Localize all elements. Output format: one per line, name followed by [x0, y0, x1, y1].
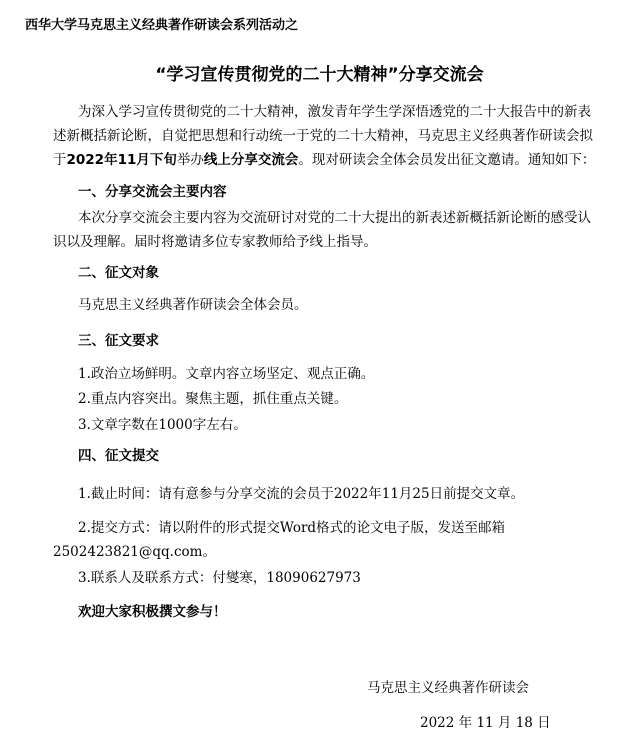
- section1-heading: 一、分享交流会主要内容: [78, 184, 227, 200]
- section4-item-2-line-1: 2.提交方式：请以附件的形式提交Word格式的论文电子版，发送至邮箱: [78, 520, 506, 536]
- intro-event-time: 2022年11月下旬: [66, 152, 177, 168]
- section3-heading: 三、征文要求: [78, 333, 159, 349]
- section2-heading: 二、征文对象: [78, 265, 159, 281]
- intro-paragraph: [53, 100, 596, 172]
- intro-line-2: 述新概括新论断，自觉把思想和行动统一于党的二十大精神，马克思主义经典著作研读会拟: [53, 128, 593, 144]
- section2-text: 马克思主义经典著作研读会全体会员。: [78, 297, 308, 313]
- intro-line-1: 为深入学习宣传贯彻党的二十大精神，激发青年学生学深悟透党的二十大报告中的新表: [78, 104, 591, 120]
- section1-line-1: 本次分享交流会主要内容为交流研讨对党的二十大提出的新表述新概括新论断的感受认: [78, 210, 591, 226]
- section3-item-2: 2.重点内容突出。聚焦主题，抓住重点关键。: [78, 391, 348, 407]
- intro-text-c: 举办: [176, 152, 204, 168]
- section4-heading: 四、征文提交: [78, 448, 159, 464]
- section4-item-1: 1.截止时间：请有意参与分享交流的会员于2022年11月25日前提交文章。: [78, 486, 525, 502]
- closing-text: 欢迎大家积极撰文参与！: [78, 604, 227, 620]
- section1-line-2: 识以及理解。届时将邀请多位专家教师给予线上指导。: [53, 234, 377, 250]
- section3-item-1: 1.政治立场鲜明。文章内容立场坚定、观点正确。: [78, 366, 375, 382]
- intro-text-a: 于: [53, 152, 67, 168]
- signature-date: 2022 年 11 月 18 日: [420, 715, 551, 731]
- signature-org: 马克思主义经典著作研读会: [367, 680, 529, 696]
- section3-item-3: 3.文章字数在1000字左右。: [78, 417, 247, 433]
- page-title: “学习宣传贯彻党的二十大精神”分享交流会: [155, 65, 484, 85]
- intro-line-3: [53, 148, 596, 172]
- series-label: 西华大学马克思主义经典著作研读会系列活动之: [25, 18, 299, 33]
- section4-item-3: 3.联系人及联系方式：付燮寒，18090627973: [78, 570, 361, 586]
- section4-item-2-line-2: 2502423821@qq.com。: [53, 544, 216, 560]
- intro-text-e: 。现对研读会全体会员发出征文邀请。通知如下：: [298, 152, 596, 168]
- intro-event-name: 线上分享交流会: [203, 152, 299, 168]
